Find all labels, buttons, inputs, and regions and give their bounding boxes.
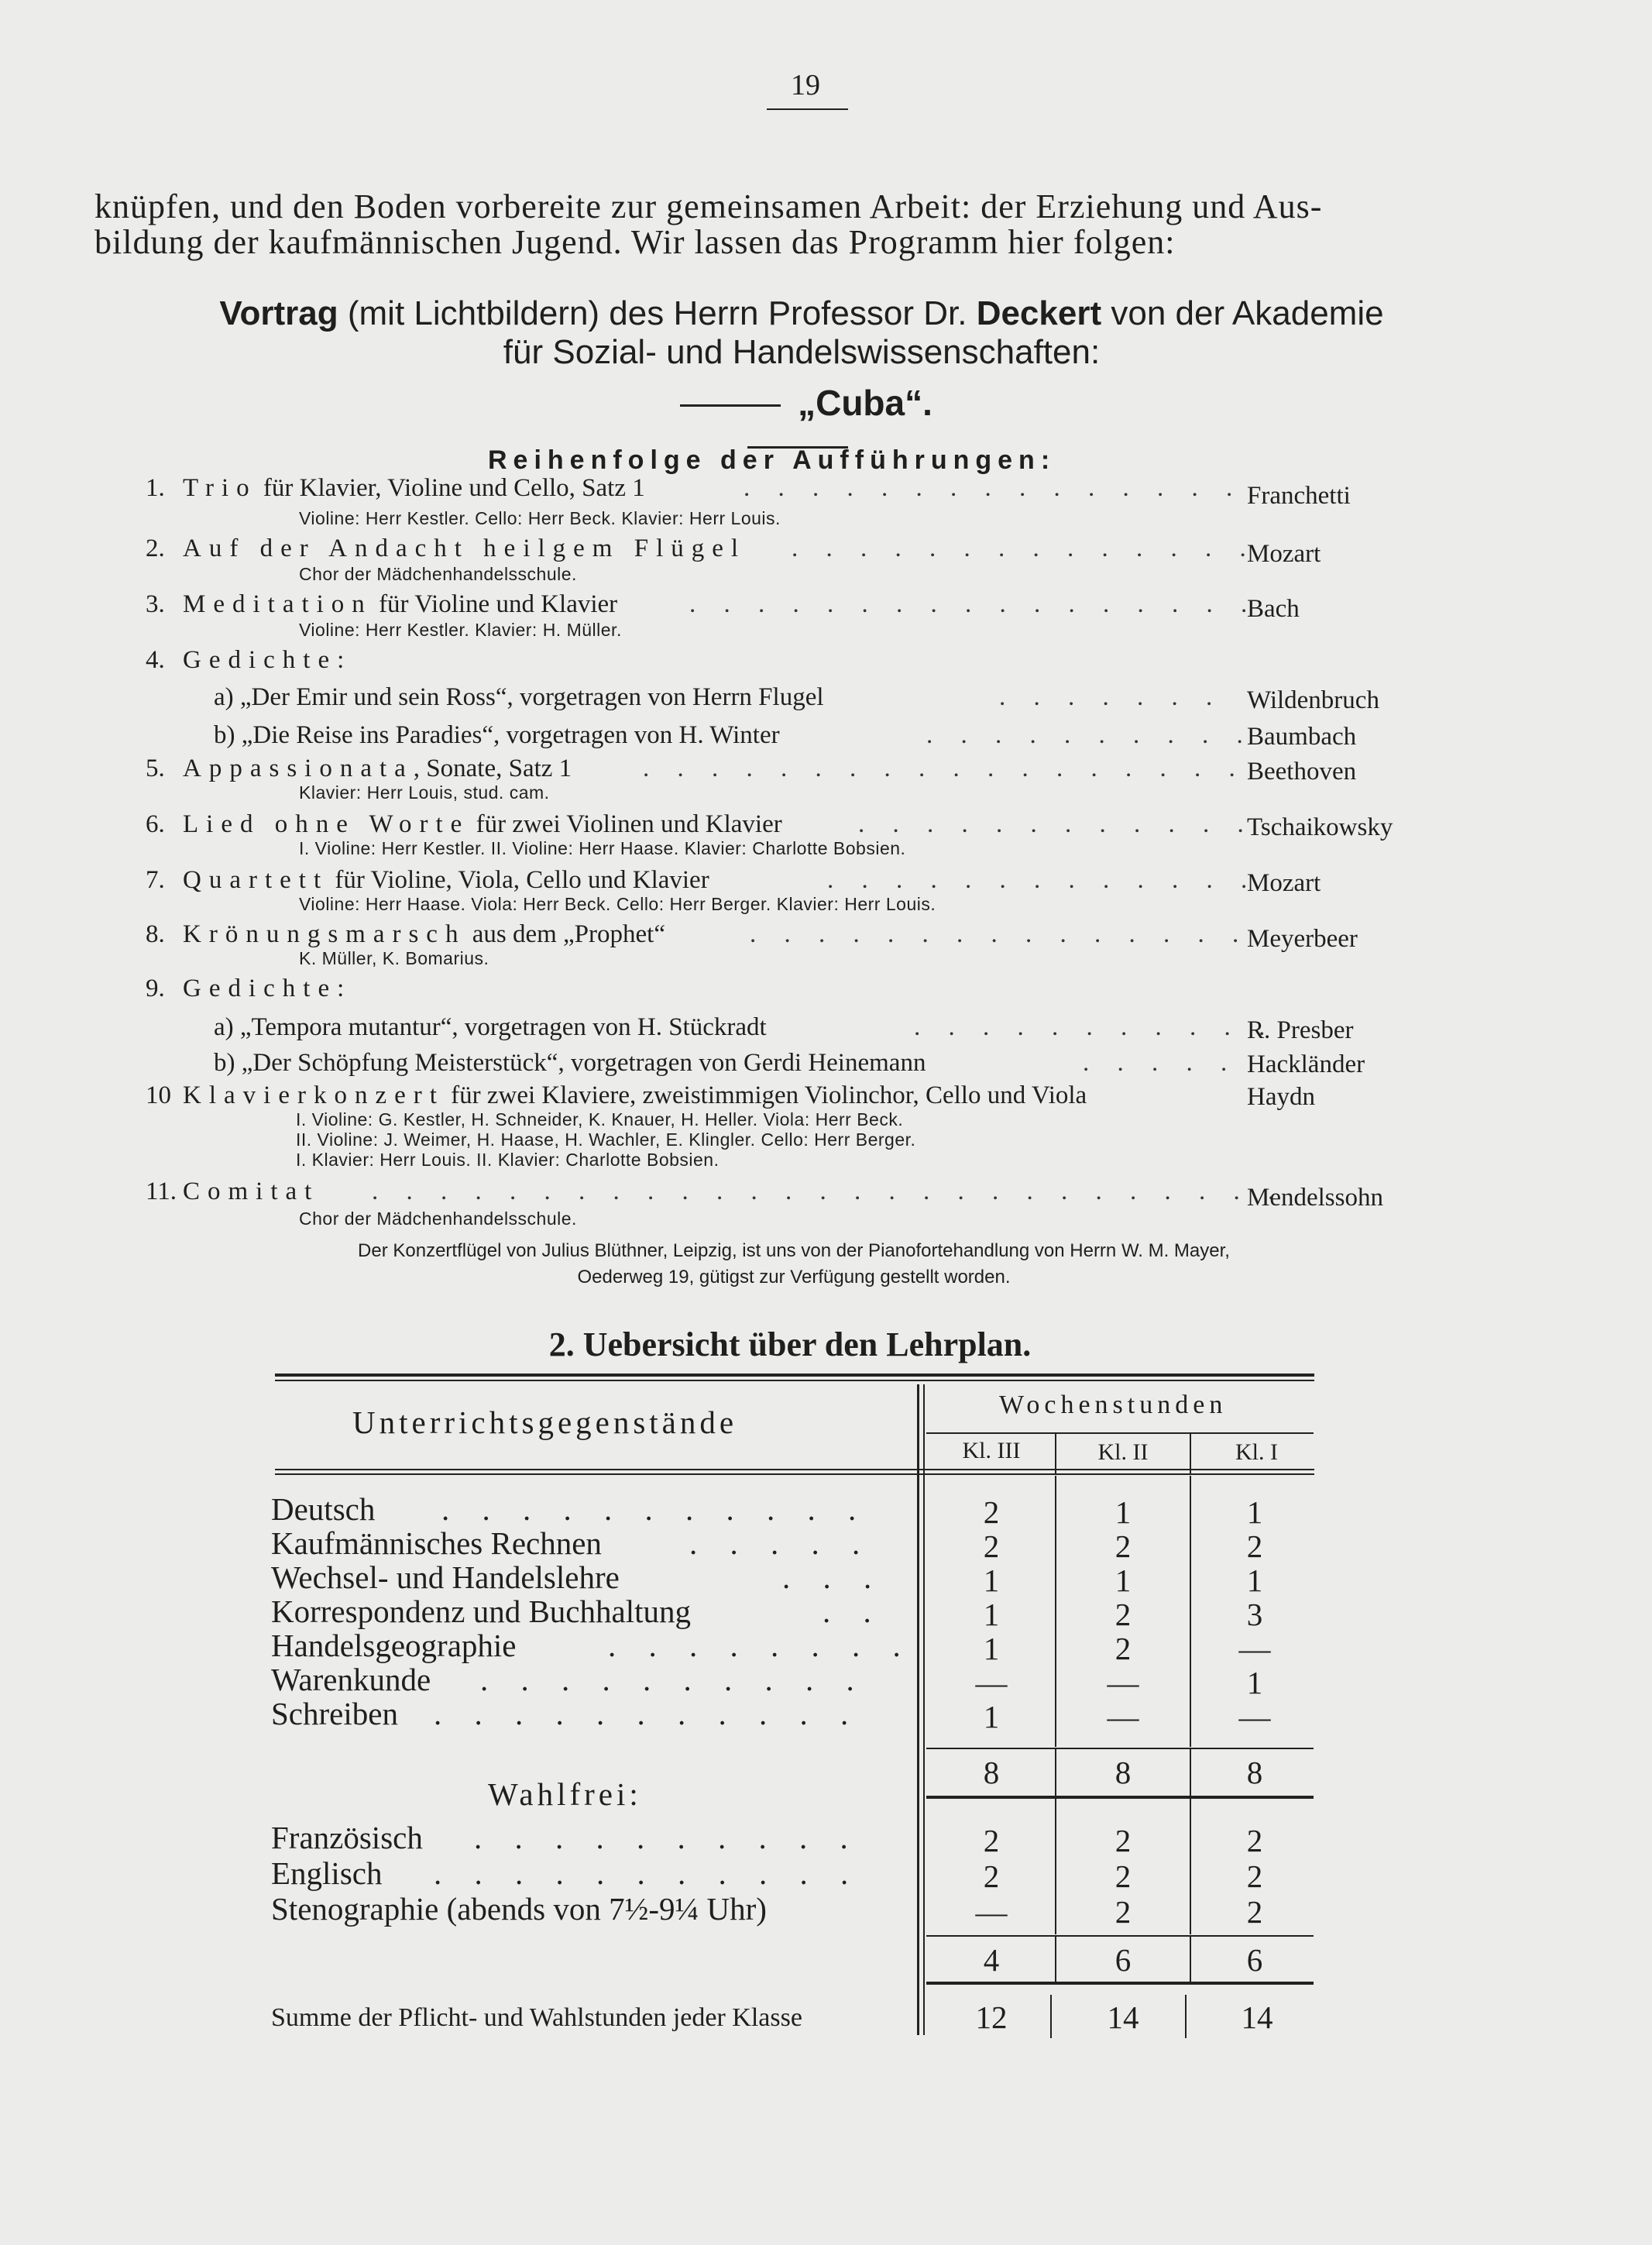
cell-value: 2 (1114, 1823, 1132, 1858)
col-subject-header: Unterrichtsgegenstände (352, 1404, 738, 1440)
cell-value: — (975, 1665, 1008, 1700)
leader-dots: . . . . . . . . (608, 1628, 913, 1663)
lecture-text-1: (mit Lichtbildern) des Herrn Professor Dr. (338, 294, 977, 332)
item-number: 3. (146, 590, 165, 618)
subject-name: Warenkunde (271, 1662, 431, 1697)
leader-dots: . . . . . . . . . . . . . . . . . . . . . . . . . . . (372, 1178, 1286, 1205)
program-heading: Reihenfolge der Aufführungen: (488, 445, 1056, 475)
sum-label: Summe der Pflicht- und Wahlstunden jeder Klasse (271, 2003, 802, 2032)
class-header: Kl. III (962, 1438, 1021, 1463)
item-number: 10 (146, 1081, 171, 1109)
subject-name: Wechsel- und Handelslehre (271, 1559, 620, 1595)
item-performers: Violine: Herr Kestler. Klavier: H. Müller. (299, 620, 622, 640)
leader-dots: . . . . . . . . . . . . (858, 810, 1255, 838)
subject-name: Deutsch (271, 1491, 376, 1527)
leader-dots: . . . . . (689, 1525, 873, 1561)
leader-dots: . . . . . . . . . . (480, 1662, 867, 1697)
item-performers: K. Müller, K. Bomarius. (299, 948, 489, 968)
item-title-rest: , Sonate, Satz 1 (413, 755, 572, 782)
item-composer: Haydn (1247, 1083, 1315, 1111)
cell-value: — (1107, 1665, 1139, 1700)
footnote-line-1: Der Konzertflügel von Julius Blüthner, Leipzig, ist uns von der Pianofortehandlung von Herrn W. M. Mayer, (358, 1240, 1230, 1261)
total-value: 12 (975, 1999, 1008, 2035)
cell-value: 1 (1246, 1563, 1263, 1598)
item-composer: Franchetti (1247, 482, 1351, 510)
cell-value: 1 (983, 1563, 1000, 1598)
poem-entry: a) „Tempora mutantur“, vorgetragen von H. Stückradt (214, 1013, 767, 1041)
cell-value: 1 (1114, 1494, 1132, 1530)
leader-dots: . . . . . . . (999, 683, 1224, 711)
lecture-name-deckert: Deckert (976, 294, 1102, 332)
subject-name: Kaufmännisches Rechnen (271, 1525, 602, 1561)
subject-name: Handelsgeographie (271, 1628, 517, 1663)
cell-value: 2 (1114, 1858, 1132, 1894)
item-title-spaced: Appassionata (183, 755, 414, 782)
lecture-text-2: von der Akademie (1101, 294, 1384, 332)
footnote-line-2: Oederweg 19, gütigst zur Verfügung gestellt worden. (577, 1267, 1011, 1288)
col-group-header: Wochenstunden (999, 1391, 1228, 1419)
leader-dots: . . . . . . . . . . . (434, 1696, 861, 1731)
leader-dots: . . . . . . . . . . . . . (827, 866, 1259, 894)
item-title-spaced: Gedichte: (183, 975, 352, 1002)
item-title-spaced: Trio (183, 474, 257, 502)
item-composer: Beethoven (1247, 758, 1357, 786)
cell-value: 1 (1246, 1665, 1263, 1700)
item-composer: R. Presber (1247, 1016, 1354, 1044)
cell-value: 2 (983, 1528, 1000, 1564)
leader-dots: . . . . . . . . . . (474, 1820, 860, 1855)
leader-dots: . . . . . . . . . . (926, 721, 1254, 749)
item-title-rest: für Violine und Klavier (372, 590, 618, 618)
leader-dots: . . . . . . . . . . . (434, 1855, 861, 1891)
subject-name: Korrespondenz und Buchhaltung (271, 1594, 691, 1629)
leader-dots: . . . . . . . . . . . . . . . . . . (643, 755, 1246, 782)
item-title-spaced: Comitat (183, 1178, 320, 1205)
leader-dots: . . . . . . . . . . . . . . (792, 535, 1257, 562)
lecture-topic-text: „Cuba“. (798, 383, 932, 423)
item-number: 5. (146, 755, 165, 782)
section-title: 2. Uebersicht über den Lehrplan. (548, 1325, 1032, 1363)
elective-label: Wahlfrei: (488, 1776, 642, 1812)
item-composer: Mendelssohn (1247, 1184, 1383, 1212)
item-number: 8. (146, 920, 165, 948)
item-performers: Violine: Herr Kestler. Cello: Herr Beck. Klavier: Herr Louis. (299, 508, 781, 528)
leader-dots: . . . . . . . . . . . . . . . (744, 474, 1244, 502)
item-performers: II. Violine: J. Weimer, H. Haase, H. Wachler, E. Klingler. Cello: Herr Berger. (296, 1129, 916, 1150)
item-composer: Meyerbeer (1247, 925, 1358, 953)
cell-value: 2 (1246, 1894, 1263, 1930)
subtotal-value: 6 (1246, 1942, 1263, 1978)
item-composer: Mozart (1247, 869, 1321, 897)
item-number: 11. (146, 1178, 177, 1205)
cell-value: 1 (983, 1631, 1000, 1666)
cell-value: 2 (983, 1858, 1000, 1894)
item-performers: I. Klavier: Herr Louis. II. Klavier: Charlotte Bobsien. (296, 1150, 720, 1170)
item-performers: I. Violine: Herr Kestler. II. Violine: Herr Haase. Klavier: Charlotte Bobsien. (299, 838, 906, 858)
leader-dots: . . (823, 1594, 884, 1629)
class-header: Kl. II (1097, 1439, 1149, 1465)
leader-dots: . . . . . . . . . . . . . . . (750, 920, 1250, 948)
item-number: 7. (146, 866, 165, 894)
item-performers: Violine: Herr Haase. Viola: Herr Beck. Cello: Herr Berger. Klavier: Herr Louis. (299, 894, 936, 914)
item-title-spaced: Klavierkonzert (183, 1081, 445, 1109)
item-title-spaced: Quartett (183, 866, 329, 894)
item-title-rest: für zwei Violinen und Klavier (469, 810, 782, 838)
poem-entry: a) „Der Emir und sein Ross“, vorgetragen von Herrn Flugel (214, 683, 824, 711)
cell-value: — (1107, 1699, 1139, 1734)
item-title-spaced: Meditation (183, 590, 373, 618)
page-number: 19 (791, 69, 820, 101)
lecture-word-vortrag: Vortrag (219, 294, 338, 332)
subtotal-value: 8 (1114, 1755, 1132, 1790)
item-composer: Tschaikowsky (1247, 813, 1393, 841)
item-title-spaced: Gedichte: (183, 646, 352, 674)
lecture-line-2: für Sozial- und Handelswissenschaften: (503, 333, 1101, 371)
leader-dots: . . . . . (1083, 1049, 1238, 1077)
item-number: 9. (146, 975, 165, 1002)
cell-value: 2 (1114, 1894, 1132, 1930)
subtotal-value: 8 (1246, 1755, 1263, 1790)
cell-value: — (1238, 1631, 1271, 1666)
cell-value: 2 (1246, 1823, 1263, 1858)
subject-name: Schreiben (271, 1696, 398, 1731)
leader-dots: . . . . . . . . . . . (914, 1013, 1276, 1041)
intro-line-1: knüpfen, und den Boden vorbereite zur gemeinsamen Arbeit: der Erziehung und Aus- (94, 187, 1323, 225)
subject-name: Englisch (271, 1855, 383, 1891)
item-number: 6. (146, 810, 165, 838)
item-title-rest: für zwei Klaviere, zweistimmigen Violinchor, Cello und Viola (444, 1081, 1087, 1109)
item-number: 4. (146, 646, 165, 674)
class-header: Kl. I (1235, 1439, 1278, 1465)
item-title-spaced: Lied ohne Worte (183, 810, 470, 838)
subject-name: Stenographie (abends von 7½-9¼ Uhr) (271, 1891, 767, 1927)
cell-value: 2 (983, 1823, 1000, 1858)
item-composer: Mozart (1247, 540, 1321, 568)
subtotal-value: 8 (983, 1755, 1000, 1790)
item-composer: Baumbach (1247, 723, 1357, 751)
leader-dots: . . . . . . . . . . . (441, 1491, 869, 1527)
cell-value: 2 (1246, 1528, 1263, 1564)
item-number: 1. (146, 474, 165, 502)
item-title-rest: für Violine, Viola, Cello und Klavier (328, 866, 709, 894)
intro-line-2: bildung der kaufmännischen Jugend. Wir lassen das Programm hier folgen: (94, 223, 1176, 261)
poem-entry: b) „Die Reise ins Paradies“, vorgetragen von H. Winter (214, 721, 780, 749)
item-composer: Wildenbruch (1247, 686, 1379, 714)
item-title-spaced: Auf der Andacht heilgem Flügel (183, 535, 747, 562)
item-title-spaced: Krönungsmarsch (183, 920, 466, 948)
item-composer: Hackländer (1247, 1050, 1365, 1078)
cell-value: 2 (1114, 1528, 1132, 1564)
cell-value: 2 (1246, 1858, 1263, 1894)
cell-value: 1 (983, 1699, 1000, 1734)
poem-entry: b) „Der Schöpfung Meisterstück“, vorgetragen von Gerdi Heinemann (214, 1049, 926, 1077)
item-title-rest: aus dem „Prophet“ (465, 920, 665, 948)
subject-name: Französisch (271, 1820, 423, 1855)
cell-value: 3 (1246, 1597, 1263, 1632)
cell-value: 2 (983, 1494, 1000, 1530)
item-performers: Klavier: Herr Louis, stud. cam. (299, 782, 550, 803)
cell-value: 1 (1246, 1494, 1263, 1530)
subtotal-value: 4 (983, 1942, 1000, 1978)
item-title-rest: für Klavier, Violine und Cello, Satz 1 (256, 474, 645, 502)
cell-value: 1 (1114, 1563, 1132, 1598)
item-performers: Chor der Mädchenhandelsschule. (299, 1208, 577, 1229)
leader-dots: . . . . . . . . . . . . . . . . . (689, 590, 1259, 618)
cell-value: — (1238, 1699, 1271, 1734)
cell-value: 2 (1114, 1631, 1132, 1666)
leader-dots: . . . (782, 1559, 884, 1595)
item-performers: I. Violine: G. Kestler, H. Schneider, K. Knauer, H. Heller. Viola: Herr Beck. (296, 1109, 904, 1129)
cell-value: — (975, 1894, 1008, 1930)
item-composer: Bach (1247, 595, 1300, 623)
item-number: 2. (146, 535, 165, 562)
cell-value: 1 (983, 1597, 1000, 1632)
cell-value: 2 (1114, 1597, 1132, 1632)
subtotal-value: 6 (1114, 1942, 1132, 1978)
total-value: 14 (1241, 1999, 1273, 2035)
total-value: 14 (1107, 1999, 1139, 2035)
item-performers: Chor der Mädchenhandelsschule. (299, 564, 577, 584)
